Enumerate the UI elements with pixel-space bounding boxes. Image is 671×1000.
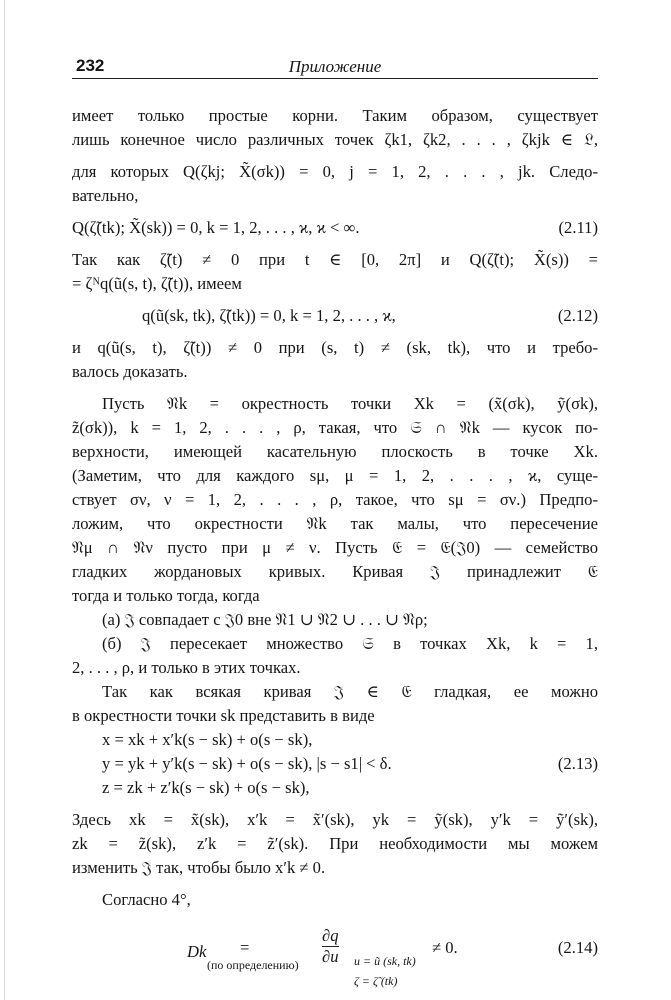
text-line bbox=[72, 464, 598, 488]
text-line bbox=[72, 536, 598, 560]
line-text: q(ũ(sk, tk), ζ̃(tk)) = 0, k = 1, 2, . . . , ϰ, bbox=[142, 306, 396, 325]
text-line bbox=[72, 776, 598, 800]
eq-relation: = bbox=[240, 938, 250, 957]
text-line bbox=[72, 832, 598, 856]
equation-number: (2.12) bbox=[557, 306, 598, 325]
line-text: изменить 𝔍 так, чтобы было x′k ≠ 0. bbox=[72, 858, 326, 877]
line-text: 2, . . . , ρ, и только в этих точках. bbox=[72, 658, 301, 677]
text-line bbox=[72, 392, 598, 416]
line-text: z̃(σk)), k = 1, 2, . . . , ρ, такая, что 𝔖 ∩ 𝔑k — кусок по- bbox=[72, 418, 598, 437]
line-gap bbox=[72, 208, 598, 216]
text-line bbox=[72, 680, 598, 704]
line-text: Так как ζ̃(t) ≠ 0 при t ∈ [0, 2π] и Q(ζ̃(t); X̃(s)) = bbox=[72, 250, 598, 269]
eq-lhs: Dk bbox=[187, 942, 207, 961]
eq-derivative bbox=[322, 926, 339, 967]
line-text: верхности, имеющей касательную плоскость в точке Xk. bbox=[72, 442, 598, 461]
line-gap bbox=[72, 152, 598, 160]
text-line bbox=[72, 632, 598, 656]
line-gap bbox=[72, 800, 598, 808]
text-line bbox=[72, 608, 598, 632]
line-text: z = zk + z′k(s − sk) + o(s − sk), bbox=[102, 778, 310, 797]
running-title: Приложение bbox=[288, 57, 382, 76]
equation-number: (2.13) bbox=[557, 754, 598, 773]
text-line bbox=[72, 512, 598, 536]
line-text: вательно, bbox=[72, 186, 139, 205]
page-number: 232 bbox=[76, 56, 105, 75]
text-line bbox=[72, 584, 598, 608]
eq-rhs: ≠ 0. bbox=[432, 938, 458, 957]
line-text: (б) 𝔍 пересекает множество 𝔖 в точках Xk, k = 1, bbox=[102, 634, 598, 653]
text-line bbox=[72, 360, 598, 384]
line-text: x = xk + x′k(s − sk) + o(s − sk), bbox=[102, 730, 313, 749]
line-text: ствует σν, ν = 1, 2, . . . , ρ, такое, что sμ = σν.) Предпо- bbox=[72, 490, 598, 509]
text-line bbox=[72, 560, 598, 584]
line-text: гладких жордановых кривых. Кривая 𝔍 принадлежит 𝔈 bbox=[72, 562, 598, 581]
equation-number: (2.11) bbox=[558, 218, 598, 237]
text-line bbox=[72, 248, 598, 272]
line-text: y = yk + y′k(s − sk) + o(s − sk), |s − s1| < δ. bbox=[102, 754, 392, 773]
text-line bbox=[72, 104, 598, 128]
text-line bbox=[72, 488, 598, 512]
line-gap bbox=[72, 240, 598, 248]
line-text: = ζᴺq(ũ(s, t), ζ̃(t)), имеем bbox=[72, 274, 242, 293]
line-text: имеет только простые корни. Таким образом, существует bbox=[72, 106, 598, 125]
eq-relation-note: (по определению) bbox=[207, 958, 299, 972]
line-text: ложим, что окрестности 𝔑k так малы, что пересечение bbox=[72, 514, 598, 533]
line-text: Согласно 4°, bbox=[102, 890, 191, 909]
eq-cond-u: u = ũ (sk, tk) bbox=[354, 954, 416, 968]
line-text: Q(ζ̃(tk); X̃(sk)) = 0, k = 1, 2, . . . , ϰ, ϰ < ∞. bbox=[72, 218, 360, 237]
line-text: zk = z̃(sk), z′k = z̃′(sk). При необходимости мы можем bbox=[72, 834, 598, 853]
line-text: 𝔑μ ∩ 𝔑ν пусто при μ ≠ ν. Пусть 𝔈 = 𝔈(𝔍0) — семейство bbox=[72, 538, 598, 557]
line-text: Пусть 𝔑k = окрестность точки Xk = (x̃(σk), ỹ(σk), bbox=[102, 394, 598, 413]
text-line bbox=[72, 304, 598, 328]
text-line bbox=[72, 656, 598, 680]
line-text: и q(ũ(s, t), ζ̃(t)) ≠ 0 при (s, t) ≠ (sk, tk), что и требо- bbox=[72, 338, 598, 357]
text-line bbox=[72, 184, 598, 208]
line-text: Здесь xk = x̃(sk), x′k = x̃′(sk), yk = ỹ(sk), y′k = ỹ′(sk), bbox=[72, 810, 598, 829]
line-text: в окрестности точки sk представить в виде bbox=[72, 706, 375, 725]
text-line bbox=[72, 856, 598, 880]
line-gap bbox=[72, 296, 598, 304]
line-gap bbox=[72, 880, 598, 888]
page-body bbox=[72, 104, 598, 912]
eq-derivative-num: ∂q bbox=[322, 926, 339, 945]
eq-cond-zeta: ζ = ζ̃ (tk) bbox=[354, 974, 398, 988]
line-text: лишь конечное число различных точек ζk1, ζk2, . . . , ζkjk ∈ 𝔏, bbox=[72, 130, 598, 149]
text-line bbox=[72, 888, 598, 912]
line-gap bbox=[72, 328, 598, 336]
text-line bbox=[72, 728, 598, 752]
line-text: валось доказать. bbox=[72, 362, 188, 381]
text-line bbox=[72, 808, 598, 832]
scan-edge-line bbox=[4, 0, 5, 1000]
line-text: для которых Q(ζkj; X̃(σk)) = 0, j = 1, 2, . . . , jk. Следо- bbox=[72, 162, 598, 181]
book-page bbox=[72, 54, 598, 988]
eq-number: (2.14) bbox=[557, 938, 598, 957]
text-line bbox=[72, 128, 598, 152]
text-line bbox=[72, 160, 598, 184]
line-gap bbox=[72, 384, 598, 392]
page-header bbox=[72, 54, 598, 79]
line-text: (Заметим, что для каждого sμ, μ = 1, 2, . . . , ϰ, суще- bbox=[72, 466, 598, 485]
text-line bbox=[72, 752, 598, 776]
text-line bbox=[72, 216, 598, 240]
text-line bbox=[72, 704, 598, 728]
text-line bbox=[72, 416, 598, 440]
equation-2-14 bbox=[72, 924, 598, 998]
text-line bbox=[72, 336, 598, 360]
eq-derivative-den: ∂u bbox=[322, 947, 339, 966]
text-line bbox=[72, 272, 598, 296]
line-text: (а) 𝔍 совпадает с 𝔍0 вне 𝔑1 ∪ 𝔑2 ∪ . . . ∪ 𝔑ρ; bbox=[102, 610, 428, 629]
text-line bbox=[72, 440, 598, 464]
line-text: тогда и только тогда, когда bbox=[72, 586, 260, 605]
line-text: Так как всякая кривая 𝔍 ∈ 𝔈 гладкая, ее можно bbox=[102, 682, 598, 701]
